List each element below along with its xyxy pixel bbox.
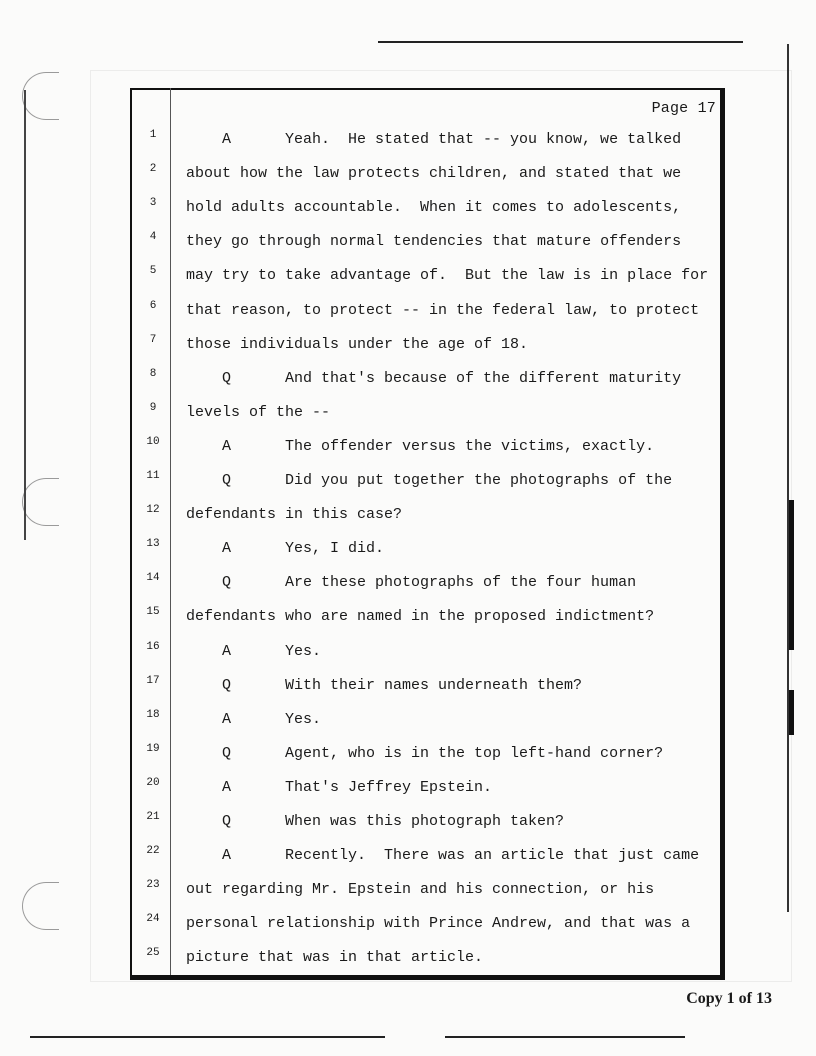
line-text: A Recently. There was an article that just came bbox=[222, 847, 700, 865]
transcript-line bbox=[130, 571, 725, 605]
line-number: 2 bbox=[149, 163, 157, 176]
transcript-line bbox=[130, 230, 725, 264]
transcript-line bbox=[130, 435, 725, 469]
line-number: 22 bbox=[146, 845, 160, 858]
margin-bar-2 bbox=[789, 690, 794, 735]
transcript-line bbox=[130, 503, 725, 537]
line-text: that reason, to protect -- in the federal law, to protect bbox=[186, 301, 700, 319]
line-number: 16 bbox=[146, 640, 160, 653]
line-number: 15 bbox=[146, 606, 160, 619]
transcript-line bbox=[130, 605, 725, 639]
scan-edge-top bbox=[378, 41, 743, 43]
line-text: A Yes, I did. bbox=[222, 540, 385, 558]
line-text: A Yes. bbox=[222, 710, 322, 728]
line-number: 7 bbox=[149, 333, 157, 346]
line-text: may try to take advantage of. But the law is in place for bbox=[186, 267, 709, 285]
line-number: 19 bbox=[146, 742, 160, 755]
line-number: 25 bbox=[146, 947, 160, 960]
scan-edge-left bbox=[24, 90, 26, 540]
line-number: 9 bbox=[149, 401, 157, 414]
line-number: 5 bbox=[149, 265, 157, 278]
transcript-line bbox=[130, 878, 725, 912]
line-text: Q And that's because of the different maturity bbox=[222, 369, 682, 387]
line-number: 8 bbox=[149, 367, 157, 380]
line-number: 6 bbox=[149, 299, 157, 312]
line-text: A Yes. bbox=[222, 642, 322, 660]
line-text: picture that was in that article. bbox=[186, 949, 484, 967]
line-text: hold adults accountable. When it comes to adolescents, bbox=[186, 199, 682, 217]
scan-edge-bottom-right bbox=[445, 1036, 685, 1038]
line-number: 10 bbox=[146, 435, 160, 448]
line-number: 21 bbox=[146, 811, 160, 823]
line-number: 4 bbox=[149, 231, 157, 244]
transcript-line bbox=[130, 810, 725, 844]
line-number: 14 bbox=[146, 572, 160, 585]
line-number: 12 bbox=[146, 504, 160, 517]
line-text: about how the law protects children, and stated that we bbox=[186, 165, 682, 183]
transcript-line bbox=[130, 640, 725, 674]
transcript-line bbox=[130, 264, 725, 298]
line-text: Q With their names underneath them? bbox=[222, 676, 583, 694]
line-text: A Yeah. He stated that -- you know, we talked bbox=[222, 131, 682, 148]
page-number: Page 17 bbox=[651, 100, 716, 117]
transcript-line bbox=[130, 469, 725, 503]
scan-edge-right bbox=[787, 44, 789, 912]
line-number: 3 bbox=[149, 197, 157, 210]
line-text: Q When was this photograph taken? bbox=[222, 813, 565, 830]
transcript-line bbox=[130, 333, 725, 367]
transcript-line bbox=[130, 844, 725, 878]
line-number: 13 bbox=[146, 538, 160, 551]
transcript-line bbox=[130, 742, 725, 776]
transcript-line bbox=[130, 708, 725, 742]
scan-edge-bottom-left bbox=[30, 1036, 385, 1038]
transcript-line bbox=[130, 946, 725, 980]
transcript-line bbox=[130, 912, 725, 946]
line-text: those individuals under the age of 18. bbox=[186, 335, 529, 353]
line-text: out regarding Mr. Epstein and his connection, or his bbox=[186, 881, 655, 899]
line-text: personal relationship with Prince Andrew, and that was a bbox=[186, 915, 691, 933]
line-number: 24 bbox=[146, 913, 160, 926]
line-number: 18 bbox=[146, 708, 160, 721]
line-number: 23 bbox=[146, 879, 160, 892]
copy-label: Copy 1 of 13 bbox=[686, 990, 772, 1007]
transcript-line bbox=[130, 776, 725, 810]
line-text: A That's Jeffrey Epstein. bbox=[222, 778, 493, 796]
transcript-line bbox=[130, 367, 725, 401]
line-text: Q Agent, who is in the top left-hand corner? bbox=[222, 744, 664, 762]
line-number: 20 bbox=[146, 776, 160, 789]
line-number: 11 bbox=[146, 470, 160, 482]
line-text: they go through normal tendencies that mature offenders bbox=[186, 233, 682, 251]
transcript-line bbox=[130, 162, 725, 196]
transcript-line bbox=[130, 401, 725, 435]
transcript-line bbox=[130, 128, 725, 162]
transcript-line bbox=[130, 299, 725, 333]
margin-bar-1 bbox=[789, 500, 794, 650]
line-text: levels of the -- bbox=[186, 403, 331, 421]
line-text: defendants who are named in the proposed indictment? bbox=[186, 608, 655, 626]
transcript-line bbox=[130, 537, 725, 571]
line-number: 17 bbox=[146, 674, 160, 687]
transcript-line bbox=[130, 674, 725, 708]
line-number: 1 bbox=[149, 129, 157, 141]
transcript-line bbox=[130, 196, 725, 230]
line-text: defendants in this case? bbox=[186, 506, 403, 524]
line-text: Q Did you put together the photographs of the bbox=[222, 472, 673, 489]
line-text: A The offender versus the victims, exactly. bbox=[222, 437, 655, 455]
line-text: Q Are these photographs of the four human bbox=[222, 574, 637, 592]
